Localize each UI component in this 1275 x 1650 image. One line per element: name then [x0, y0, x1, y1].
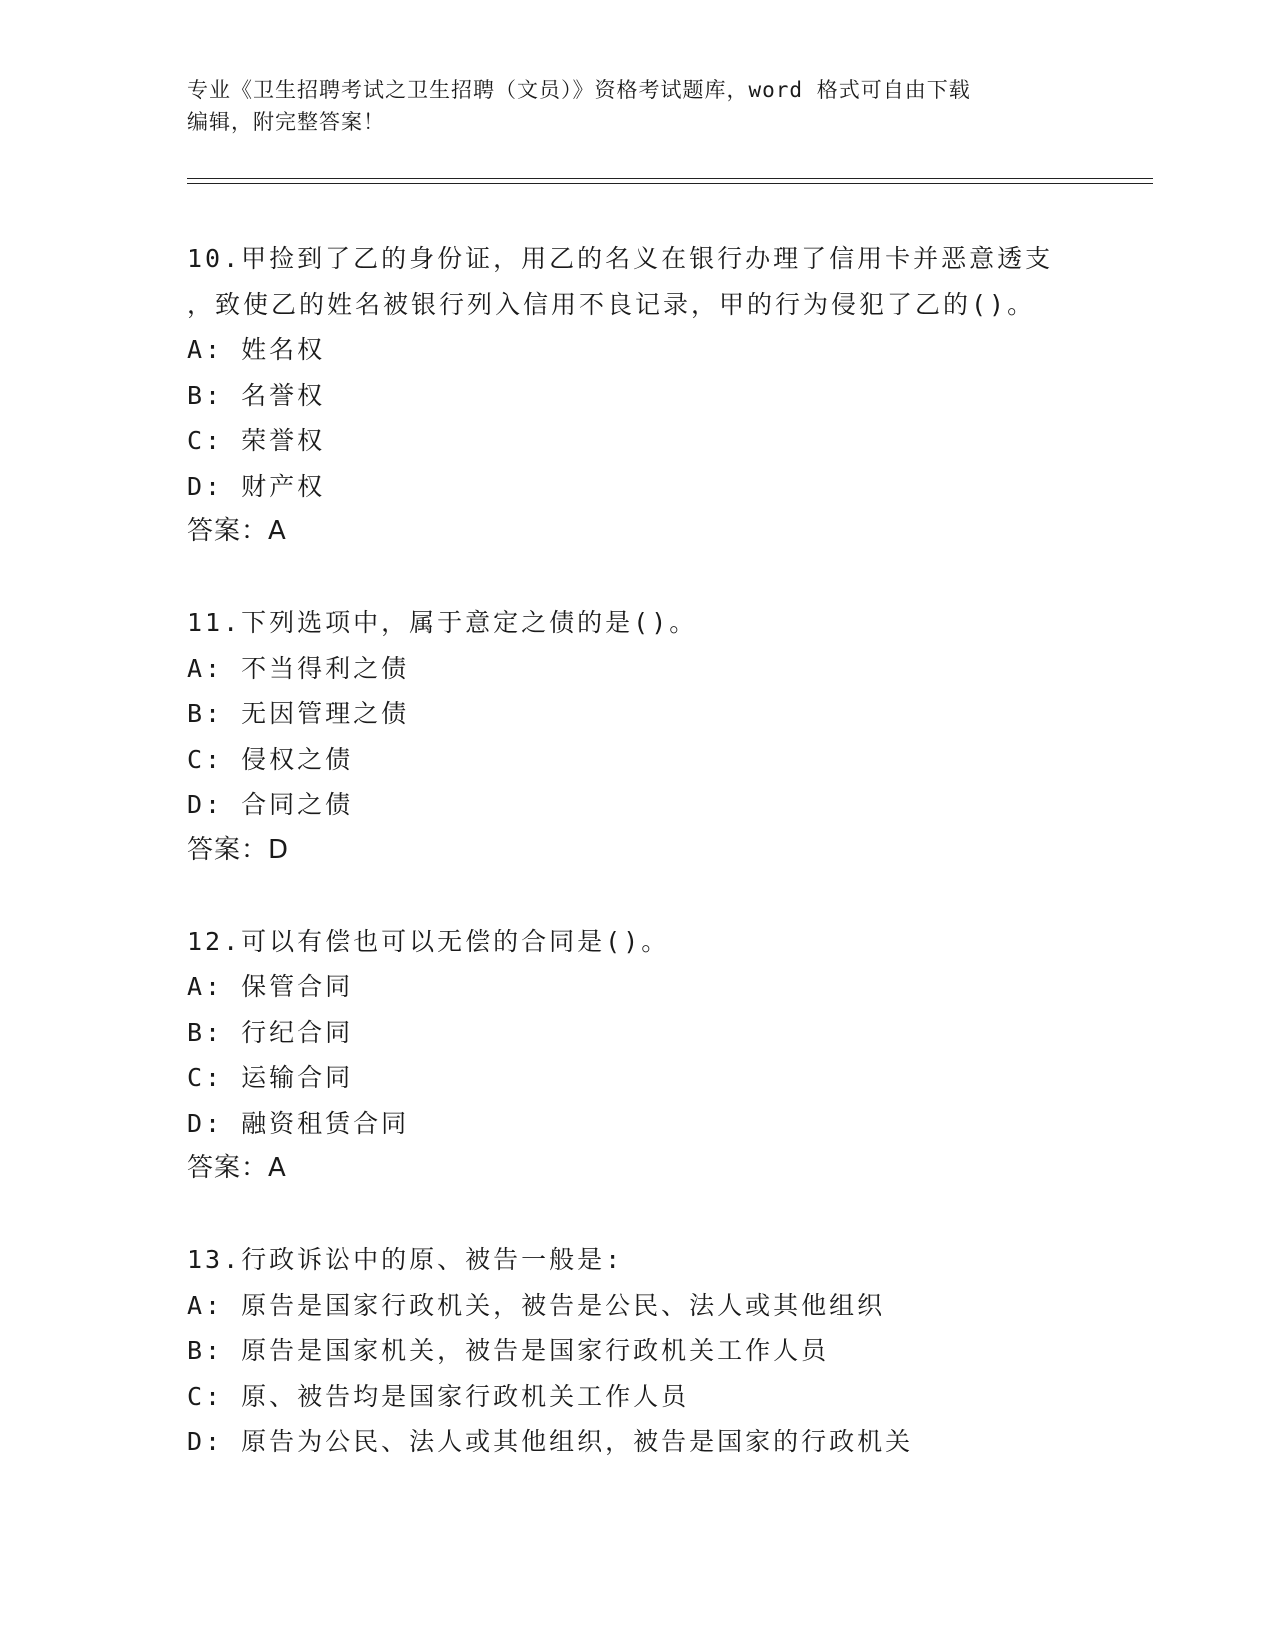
- option-d: D: 原告为公民、法人或其他组织，被告是国家的行政机关: [187, 1427, 914, 1456]
- document-header: [187, 74, 1087, 138]
- option-c: C: 运输合同: [187, 1063, 354, 1092]
- option-d: D: 财产权: [187, 471, 326, 501]
- question-12: [187, 919, 1153, 1192]
- answer: 答案：D: [187, 834, 290, 865]
- question-text: 11.下列选项中，属于意定之债的是()。: [187, 608, 698, 637]
- answer: 答案：A: [187, 516, 287, 546]
- header-line-2: 编辑，附完整答案！: [187, 110, 385, 134]
- option-d: D: 融资租赁合同: [187, 1108, 410, 1138]
- question-text: 13.行政诉讼中的原、被告一般是:: [187, 1245, 624, 1274]
- option-a: A: 原告是国家行政机关，被告是公民、法人或其他组织: [187, 1290, 886, 1320]
- option-b: B: 行纪合同: [187, 1017, 354, 1047]
- question-13: [187, 1237, 1153, 1465]
- header-line-1: 专业《卫生招聘考试之卫生招聘（文员）》资格考试题库，word 格式可自由下载: [187, 78, 971, 102]
- header-rule-top: [187, 178, 1153, 179]
- header-rule-bottom: [187, 183, 1153, 184]
- option-a: A: 姓名权: [187, 335, 326, 364]
- option-a: A: 保管合同: [187, 972, 354, 1001]
- option-c: C: 荣誉权: [187, 426, 326, 455]
- question-list: [187, 236, 1153, 1465]
- question-text: 12.可以有偿也可以无偿的合同是()。: [187, 926, 670, 956]
- option-c: C: 侵权之债: [187, 744, 354, 774]
- question-text: 10.甲捡到了乙的身份证，用乙的名义在银行办理了信用卡并恶意透支: [187, 244, 1054, 273]
- question-11: [187, 600, 1153, 873]
- answer: 答案：A: [187, 1153, 287, 1183]
- question-10: [187, 236, 1153, 555]
- option-b: B: 原告是国家机关，被告是国家行政机关工作人员: [187, 1336, 830, 1365]
- option-b: B: 无因管理之债: [187, 699, 410, 728]
- option-b: B: 名誉权: [187, 380, 326, 410]
- option-d: D: 合同之债: [187, 790, 354, 819]
- option-c: C: 原、被告均是国家行政机关工作人员: [187, 1381, 690, 1411]
- question-text: ，致使乙的姓名被银行列入信用不良记录，甲的行为侵犯了乙的()。: [187, 289, 1036, 319]
- option-a: A: 不当得利之债: [187, 653, 410, 683]
